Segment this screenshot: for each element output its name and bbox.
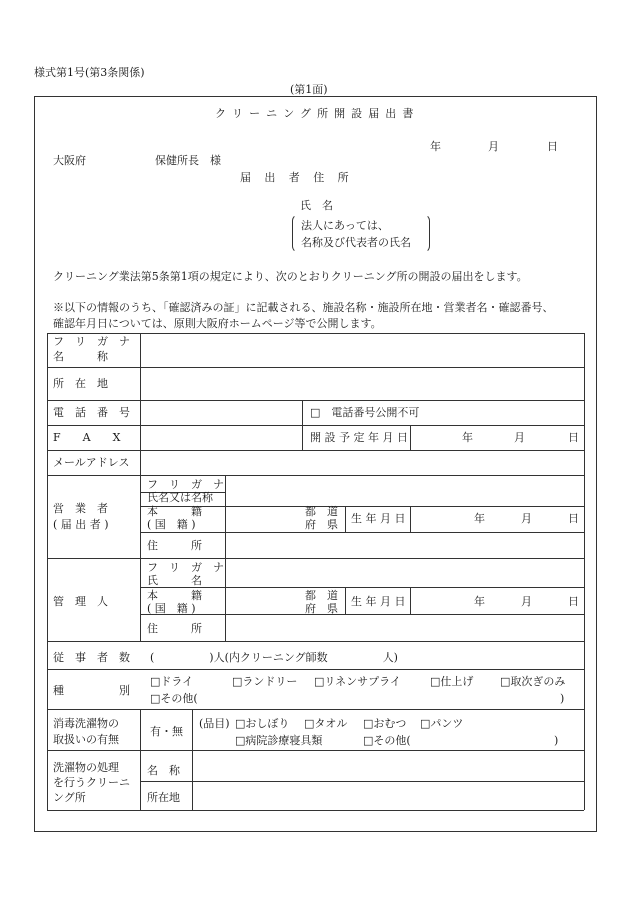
label-operator: 営 業 者 <box>53 502 108 515</box>
mg-honseki-label: 本 籍 <box>147 589 202 602</box>
disinfect-yes-no[interactable]: 有・無 <box>150 725 183 738</box>
label-fax: F A X <box>53 431 121 444</box>
applicant-name-label: 氏 名 <box>300 199 333 212</box>
label-manager: 管 理 人 <box>53 595 108 608</box>
label-disinfect-1: 消毒洗濯物の <box>53 717 119 730</box>
op-kokuseki-label: ( 国 籍 ) <box>147 518 196 531</box>
label-phone: 電 話 番 号 <box>53 406 130 419</box>
label-name-1: 名 称 <box>53 350 108 363</box>
mg-birth-month: 月 <box>521 595 532 608</box>
disclosure-line1: ※以下の情報のうち、「確認済みの証」に記載される、施設名称・施設所在地・営業者名・確認番号、 <box>53 301 554 314</box>
form-number: 様式第1号(第3条関係) <box>34 66 145 79</box>
label-open-date: 開 設 予 定 年 月 日 <box>310 431 408 444</box>
type-option-finishing[interactable]: □仕上げ <box>430 675 474 688</box>
mg-furigana-label: フ リ ガ ナ <box>147 561 224 574</box>
type-option-agency[interactable]: □取次ぎのみ <box>500 675 566 688</box>
type-other-close: ) <box>560 692 565 705</box>
proc-location-label: 所在地 <box>147 791 180 804</box>
type-option-linen[interactable]: □リネンサプライ <box>314 675 401 688</box>
type-option-other[interactable]: □その他( <box>150 692 198 705</box>
item-pants[interactable]: □パンツ <box>420 717 464 730</box>
op-birth-year: 年 <box>474 512 485 525</box>
item-other[interactable]: □その他( <box>363 734 411 747</box>
disclosure-line2: 確認年月日については、原則大阪府ホームページ等で公開します。 <box>53 317 382 330</box>
mg-kokuseki-label: ( 国 籍 ) <box>147 602 196 615</box>
type-option-dry[interactable]: □ドライ <box>150 675 194 688</box>
label-furigana-1: フ リ ガ ナ <box>53 335 130 348</box>
form-title: クリーニング所開設届出書 <box>215 107 420 120</box>
open-date-year: 年 <box>462 431 473 444</box>
corp-note-line2: 名称及び代表者の氏名 <box>301 236 411 249</box>
mg-birth-year: 年 <box>474 595 485 608</box>
op-furigana-label: フ リ ガ ナ <box>147 478 224 491</box>
item-other-close: ) <box>554 734 559 747</box>
open-date-day: 日 <box>568 431 579 444</box>
open-date-month: 月 <box>514 431 525 444</box>
mg-address-label: 住 所 <box>147 622 202 635</box>
date-year-label: 年 <box>430 140 441 153</box>
op-birth-month: 月 <box>521 512 532 525</box>
label-type: 種 別 <box>53 684 130 697</box>
op-honseki-label: 本 籍 <box>147 505 202 518</box>
mg-birth-label: 生 年 月 日 <box>351 595 406 608</box>
item-diaper[interactable]: □おむつ <box>363 717 407 730</box>
label-location: 所 在 地 <box>53 377 108 390</box>
item-towel[interactable]: □タオル <box>304 717 348 730</box>
addressee-prefecture: 大阪府 <box>53 154 86 167</box>
corp-note-line1: 法人にあっては、 <box>301 219 389 232</box>
phone-private-checkbox[interactable]: □ 電話番号公開不可 <box>310 406 420 419</box>
page-label: (第1面) <box>290 83 328 96</box>
statement-text: クリーニング業法第5条第1項の規定により、次のとおりクリーニング所の開設の届出をします。 <box>53 270 528 283</box>
item-oshibori[interactable]: □おしぼり <box>235 717 290 730</box>
type-option-laundry[interactable]: □ランドリー <box>232 675 298 688</box>
op-birth-day: 日 <box>568 512 579 525</box>
label-staff: 従 事 者 数 <box>53 651 130 664</box>
op-name-label: 氏名又は名称 <box>147 491 213 504</box>
items-label: (品目) <box>199 717 230 730</box>
label-operator-sub: ( 届 出 者 ) <box>53 518 109 531</box>
mg-name-label: 氏 名 <box>147 574 202 587</box>
mg-birth-day: 日 <box>568 595 579 608</box>
op-todofuken-2: 府 県 <box>305 518 338 531</box>
proc-name-label: 名 称 <box>147 764 180 777</box>
mg-todofuken-2: 府 県 <box>305 602 338 615</box>
op-birth-label: 生 年 月 日 <box>351 512 406 525</box>
label-processing-2: を行うクリーニ <box>53 776 130 789</box>
date-month-label: 月 <box>488 140 499 153</box>
mg-todofuken-1: 都 道 <box>305 589 338 602</box>
staff-count-field[interactable]: ( )人(内クリーニング師数 人) <box>150 651 398 664</box>
applicant-address-label: 届 出 者 住 所 <box>240 171 354 184</box>
label-email: メールアドレス <box>53 456 130 469</box>
label-disinfect-2: 取扱いの有無 <box>53 733 119 746</box>
addressee-director: 保健所長 様 <box>155 154 221 167</box>
op-todofuken-1: 都 道 <box>305 505 338 518</box>
label-processing-1: 洗濯物の処理 <box>53 761 119 774</box>
date-day-label: 日 <box>547 140 558 153</box>
op-address-label: 住 所 <box>147 539 202 552</box>
label-processing-3: ング所 <box>53 791 86 804</box>
item-hospital-bedding[interactable]: □病院診療寝具類 <box>235 734 323 747</box>
